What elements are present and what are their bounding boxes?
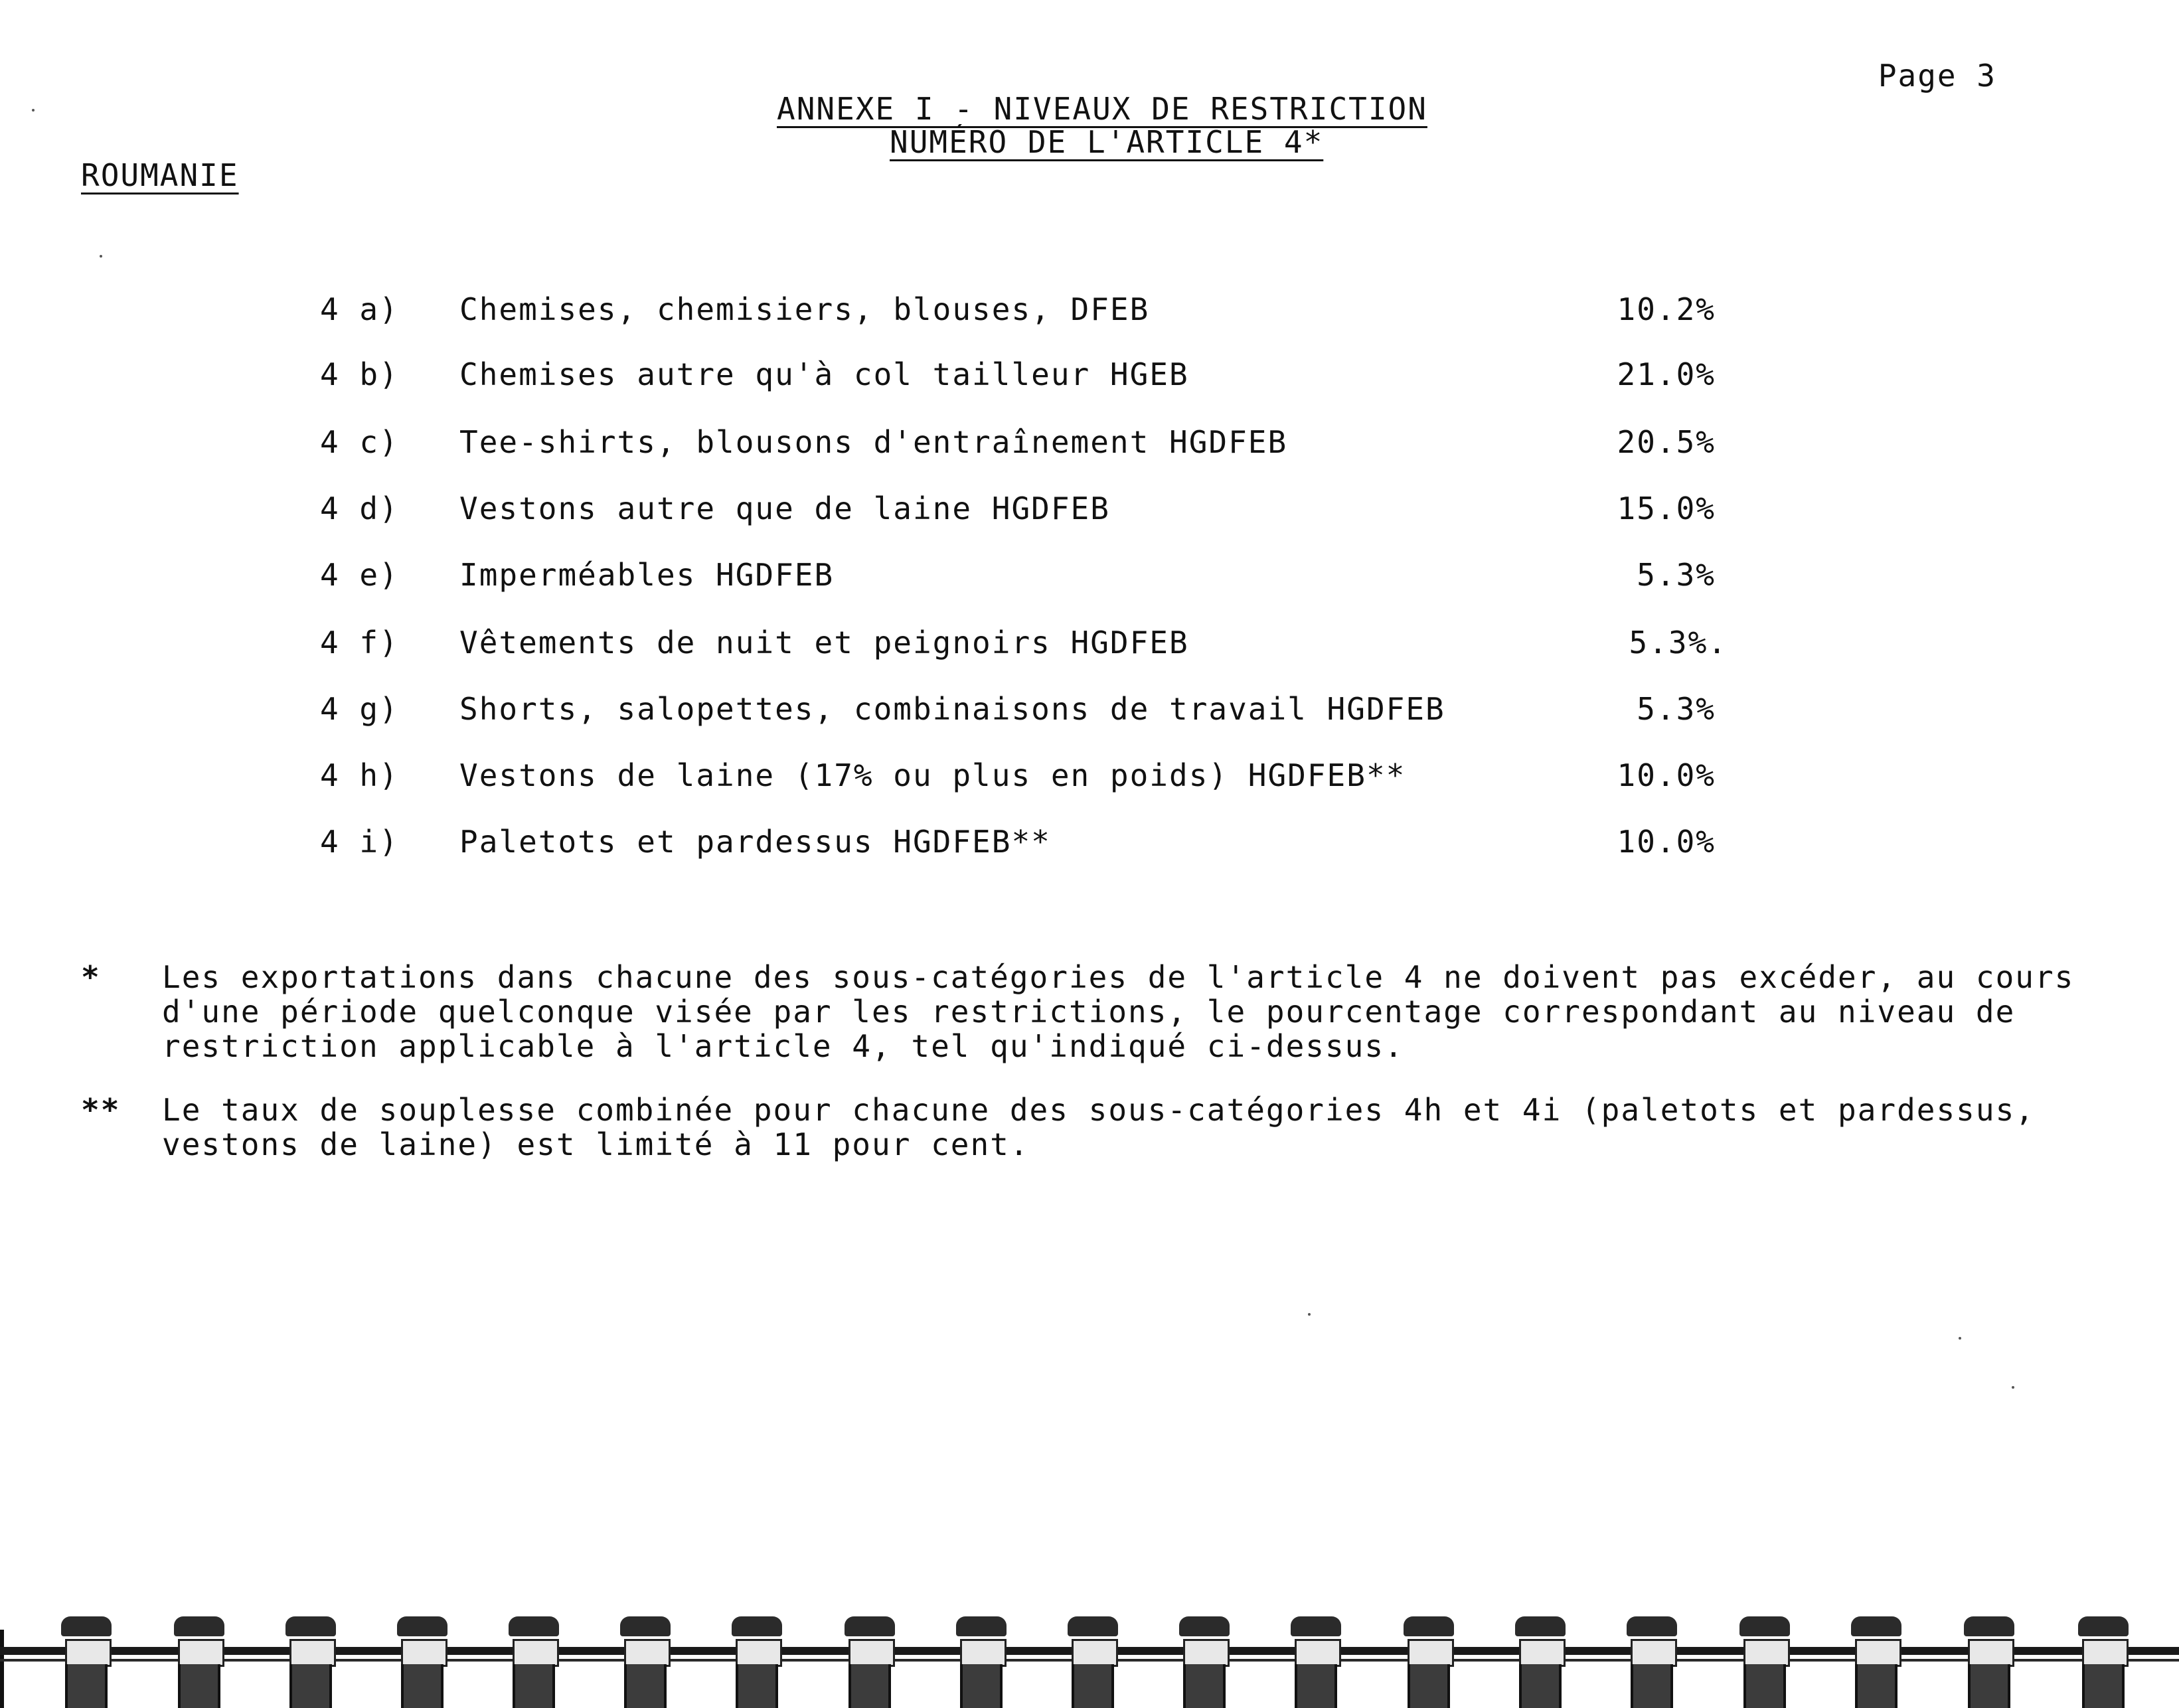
row-value: 5.3% bbox=[1637, 557, 1716, 593]
binding-ring bbox=[1068, 1616, 1118, 1708]
row-number: 4 c) bbox=[320, 424, 399, 460]
row-number: 4 h) bbox=[320, 757, 399, 793]
binding-ring bbox=[1627, 1616, 1677, 1708]
table-row bbox=[0, 357, 2179, 397]
binding-ring bbox=[620, 1616, 671, 1708]
row-value: 10.2% bbox=[1617, 291, 1716, 327]
table-row bbox=[0, 625, 2179, 665]
binding-ring bbox=[285, 1616, 336, 1708]
binding-ring bbox=[61, 1616, 112, 1708]
binding-ring bbox=[845, 1616, 895, 1708]
row-description: Imperméables HGDFEB bbox=[459, 557, 835, 593]
country-heading: ROUMANIE bbox=[81, 157, 239, 193]
row-value: 21.0% bbox=[1617, 356, 1716, 392]
footnote-marker: * bbox=[81, 959, 101, 995]
row-description: Vestons de laine (17% ou plus en poids) HGDFEB** bbox=[459, 757, 1406, 793]
scan-speck bbox=[100, 255, 102, 258]
row-description: Chemises autre qu'à col tailleur HGEB bbox=[459, 356, 1189, 392]
annex-title: ANNEXE I - NIVEAUX DE RESTRICTION bbox=[777, 91, 1427, 127]
binding-edge bbox=[0, 1630, 4, 1708]
annex-subtitle: NUMÉRO DE L'ARTICLE 4* bbox=[890, 124, 1324, 160]
table-row bbox=[0, 292, 2179, 332]
row-description: Paletots et pardessus HGDFEB** bbox=[459, 824, 1051, 860]
footnote-text: Les exportations dans chacune des sous-catégories de l'article 4 ne doivent pas excéder, au cours d'une période quelconque visée par les restrictions, le pourcentage correspondant au niveau de restriction applicable à l'article 4, tel qu'indiqué ci-dessus. bbox=[162, 959, 2075, 1064]
binding-ring bbox=[1404, 1616, 1454, 1708]
table-row bbox=[0, 491, 2179, 531]
binding-ring bbox=[174, 1616, 224, 1708]
row-value: 5.3% bbox=[1637, 691, 1716, 727]
binding-ring bbox=[509, 1616, 559, 1708]
binding-ring bbox=[1291, 1616, 1341, 1708]
binding-ring bbox=[956, 1616, 1007, 1708]
table-row bbox=[0, 758, 2179, 798]
binding-ring bbox=[1739, 1616, 1790, 1708]
row-number: 4 e) bbox=[320, 557, 399, 593]
binding-ring bbox=[1515, 1616, 1566, 1708]
table-row bbox=[0, 558, 2179, 597]
row-number: 4 b) bbox=[320, 356, 399, 392]
binding-ring bbox=[1851, 1616, 1901, 1708]
row-number: 4 f) bbox=[320, 625, 399, 660]
row-value: 10.0% bbox=[1617, 757, 1716, 793]
binding-ring bbox=[2078, 1616, 2129, 1708]
row-description: Vestons autre que de laine HGDFEB bbox=[459, 491, 1110, 526]
row-number: 4 i) bbox=[320, 824, 399, 860]
spiral-binding bbox=[0, 1610, 2179, 1708]
table-row bbox=[0, 425, 2179, 465]
scan-speck bbox=[1959, 1337, 1961, 1340]
footnote-marker: ** bbox=[81, 1092, 121, 1128]
scan-speck bbox=[2012, 1386, 2014, 1389]
row-description: Chemises, chemisiers, blouses, DFEB bbox=[459, 291, 1150, 327]
row-number: 4 d) bbox=[320, 491, 399, 526]
row-value: 15.0% bbox=[1617, 491, 1716, 526]
row-value: 10.0% bbox=[1617, 824, 1716, 860]
row-number: 4 a) bbox=[320, 291, 399, 327]
table-row bbox=[0, 824, 2179, 864]
page-number: Page 3 bbox=[1878, 58, 1996, 94]
footnote-text: Le taux de souplesse combinée pour chacune des sous-catégories 4h et 4i (paletots et pardessus, vestons de laine) est limité à 11 pour cent. bbox=[162, 1092, 2035, 1162]
row-number: 4 g) bbox=[320, 691, 399, 727]
table-row bbox=[0, 692, 2179, 732]
scan-speck bbox=[32, 109, 35, 112]
row-value: 5.3%. bbox=[1629, 625, 1728, 660]
row-value: 20.5% bbox=[1617, 424, 1716, 460]
binding-ring bbox=[397, 1616, 447, 1708]
binding-ring bbox=[1179, 1616, 1230, 1708]
binding-ring bbox=[732, 1616, 782, 1708]
row-description: Vêtements de nuit et peignoirs HGDFEB bbox=[459, 625, 1189, 660]
scan-speck bbox=[1308, 1313, 1311, 1316]
row-description: Shorts, salopettes, combinaisons de travail HGDFEB bbox=[459, 691, 1445, 727]
row-description: Tee-shirts, blousons d'entraînement HGDFEB bbox=[459, 424, 1288, 460]
binding-ring bbox=[1964, 1616, 2014, 1708]
